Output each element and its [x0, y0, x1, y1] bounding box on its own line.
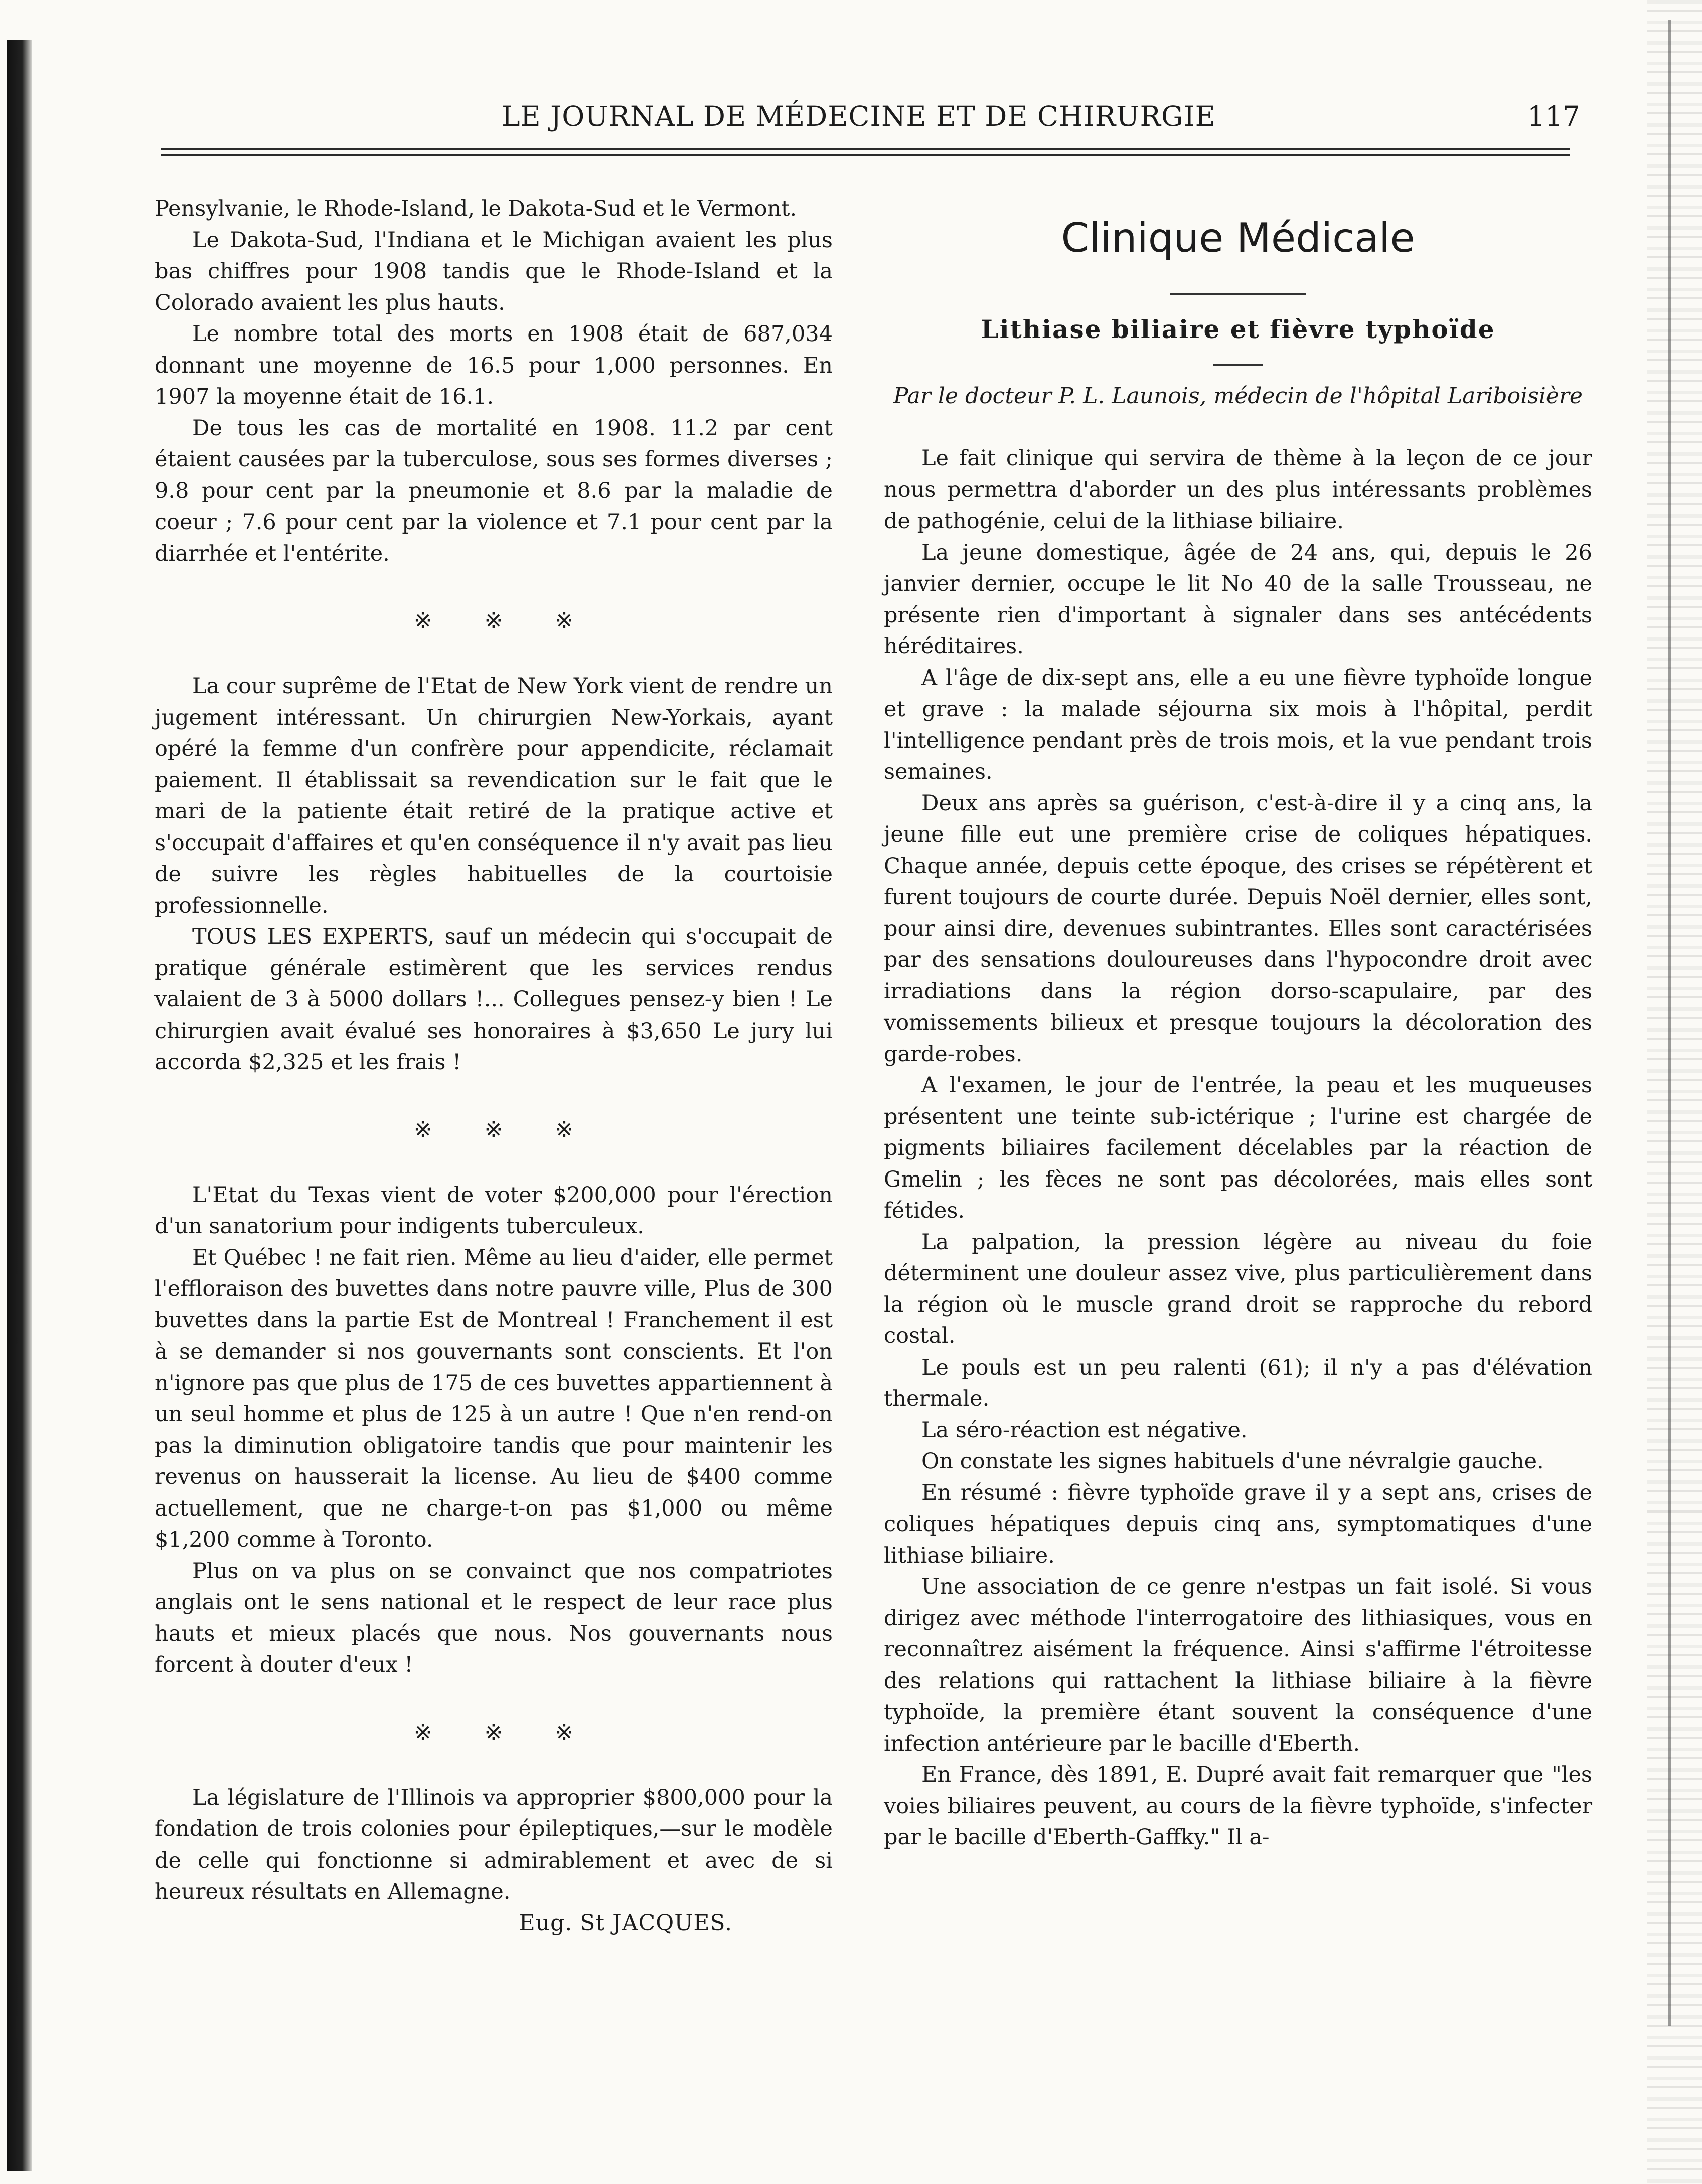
paragraph: Une association de ce genre n'estpas un fait isolé. Si vous dirigez avec méthode l'interrogatoire des lithiasiques, vous en reconnaîtrez aisément la fréquence. Ainsi s'affirme l'étroitesse des relations qui rattachent la lithiase biliaire à la fièvre typhoïde, la première étant souvent la conséquence d'une infection antérieure par le bacille d'Eberth. [884, 1574, 1592, 1756]
paragraph: De tous les cas de mortalité en 1908. 11.2 par cent étaient causées par la tuberculose, sous ses formes diverses ; 9.8 pour cent par la pneumonie et 8.6 par la maladie de coeur ; 7.6 pour cent par la violence et 7.1 pour cent par la diarrhée et l'entérite. [154, 415, 833, 566]
paragraph: Pensylvanie, le Rhode-Island, le Dakota-Sud et le Vermont. [154, 196, 797, 221]
paragraph: Et Québec ! ne fait rien. Même au lieu d'aider, elle permet l'effloraison des buvettes dans notre pauvre ville, Plus de 300 buvettes dans la partie Est de Montreal ! Franchement il est à se demander si nos gouvernants sont conscients. Et l'on n'ignore pas que plus de 175 de ces buvettes appartiennent à un seul homme et plus de 125 à un autre ! Que n'en rend-on pas la diminution obligatoire tandis que pour maintenir les revenus on hausserait la license. Au lieu de $400 comme actuellement, que ne charge-t-on pas $1,000 ou même $1,200 comme à Toronto. [154, 1245, 833, 1552]
paragraph: Le pouls est un peu ralenti (61); il n'y a pas d'élévation thermale. [884, 1355, 1592, 1411]
right-column [884, 193, 1592, 1854]
paragraph: On constate les signes habituels d'une névralgie gauche. [921, 1449, 1544, 1474]
paragraph: Deux ans après sa guérison, c'est-à-dire il y a cinq ans, la jeune fille eut une première crise de coliques hépatiques. Chaque année, depuis cette époque, des crises se répétèrent et furent toujours de courte durée. Depuis Noël dernier, elles sont, pour ainsi dire, devenues subintrantes. Elles sont caractérisées par des sensations douloureuses dans l'hypocondre droit avec irradiations dans la région dorso-scapulaire, par des vomissements bilieux et presque toujours la décoloration des garde-robes. [884, 790, 1592, 1067]
section-separator-stars: ※ ※ ※ [413, 1116, 596, 1142]
paragraph: Le Dakota-Sud, l'Indiana et le Michigan avaient les plus bas chiffres pour 1908 tandis que le Rhode-Island et la Colorado avaient les plus hauts. [154, 227, 833, 315]
paragraph: L'Etat du Texas vient de voter $200,000 pour l'érection d'un sanatorium pour indigents tuberculeux. [154, 1182, 833, 1239]
section-title: Clinique Médicale [1061, 215, 1415, 261]
header-rule [161, 154, 1570, 156]
page-edge-shadow [1647, 0, 1702, 2184]
title-rule [1170, 293, 1306, 295]
header-rule [161, 148, 1570, 150]
paragraph: A l'âge de dix-sept ans, elle a eu une fièvre typhoïde longue et grave : la malade séjourna six mois à l'hôpital, perdit l'intelligence pendant près de trois mois, et la vue pendant trois semaines. [884, 665, 1592, 784]
running-head [150, 100, 1580, 140]
paragraph: En résumé : fièvre typhoïde grave il y a sept ans, crises de coliques hépatiques depuis cinq ans, symptomatiques d'une lithiase biliaire. [884, 1480, 1592, 1568]
page-edge-line [1668, 20, 1671, 2026]
section-separator-stars: ※ ※ ※ [413, 608, 596, 633]
paragraph: La jeune domestique, âgée de 24 ans, qui, depuis le 26 janvier dernier, occupe le lit No 40 de la salle Trousseau, ne présente rien d'important à signaler dans ses antécédents héréditaires. [884, 540, 1592, 659]
page-number: 117 [1527, 100, 1580, 132]
article-byline: Par le docteur P. L. Launois, médecin de l'hôpital Lariboisière [893, 383, 1583, 409]
paragraph: La séro-réaction est négative. [921, 1417, 1248, 1443]
paragraph: En France, dès 1891, E. Dupré avait fait remarquer que "les voies biliaires peuvent, au cours de la fièvre typhoïde, s'infecter par le bacille d'Eberth-Gaffky." Il a- [884, 1762, 1592, 1850]
paragraph: Plus on va plus on se convainct que nos compatriotes anglais ont le sens national et le respect de leur race plus hauts et mieux placés que nous. Nos gouvernants nous forcent à douter d'eux ! [154, 1558, 833, 1677]
paragraph: La cour suprême de l'Etat de New York vient de rendre un jugement intéressant. Un chirurgien New-Yorkais, ayant opéré la femme d'un confrère pour appendicite, réclamait paiement. Il établissait sa revendication sur le fait que le mari de la patiente était retiré de la pratique active et s'occupait d'affaires et qu'en conséquence il n'y avait pas lieu de suivre les règles habituelles de la courtoisie professionnelle. [154, 674, 833, 918]
paragraph: TOUS LES EXPERTS, sauf un médecin qui s'occupait de pratique générale estimèrent que les services rendus valaient de 3 à 5000 dollars !... Collegues pensez-y bien ! Le chirurgien avait évalué ses honoraires à $3,650 Le jury lui accorda $2,325 et les frais ! [154, 924, 833, 1075]
paragraph: Le nombre total des morts en 1908 était de 687,034 donnant une moyenne de 16.5 pour 1,000 personnes. En 1907 la moyenne était de 16.1. [154, 321, 833, 409]
paragraph: A l'examen, le jour de l'entrée, la peau et les muqueuses présentent une teinte sub-ictérique ; l'urine est chargée de pigments biliaires facilement décelables par la réaction de Gmelin ; les fèces ne sont pas décolorées, mais elles sont fétides. [884, 1073, 1592, 1223]
paragraph: Le fait clinique qui servira de thème à la leçon de ce jour nous permettra d'aborder un des plus intéressants problèmes de pathogénie, celui de la lithiase biliaire. [884, 446, 1592, 534]
paragraph: La législature de l'Illinois va approprier $800,000 pour la fondation de trois colonies pour épileptiques,—sur le modèle de celle qui fonctionne si admirablement et avec de si heureux résultats en Allemagne. [154, 1785, 833, 1904]
book-spine-shadow [7, 40, 32, 2171]
section-separator-stars: ※ ※ ※ [413, 1719, 596, 1745]
article-title: Lithiase biliaire et fièvre typhoïde [981, 314, 1495, 344]
left-column [154, 193, 833, 1939]
subtitle-rule [1213, 364, 1263, 366]
paragraph: La palpation, la pression légère au niveau du foie déterminent une douleur assez vive, plus particulièrement dans la région où le muscle grand droit se rapproche du rebord costal. [884, 1229, 1592, 1349]
author-signature: Eug. St JACQUES. [519, 1910, 732, 1936]
journal-title: LE JOURNAL DE MÉDECINE ET DE CHIRURGIE [502, 100, 1216, 132]
